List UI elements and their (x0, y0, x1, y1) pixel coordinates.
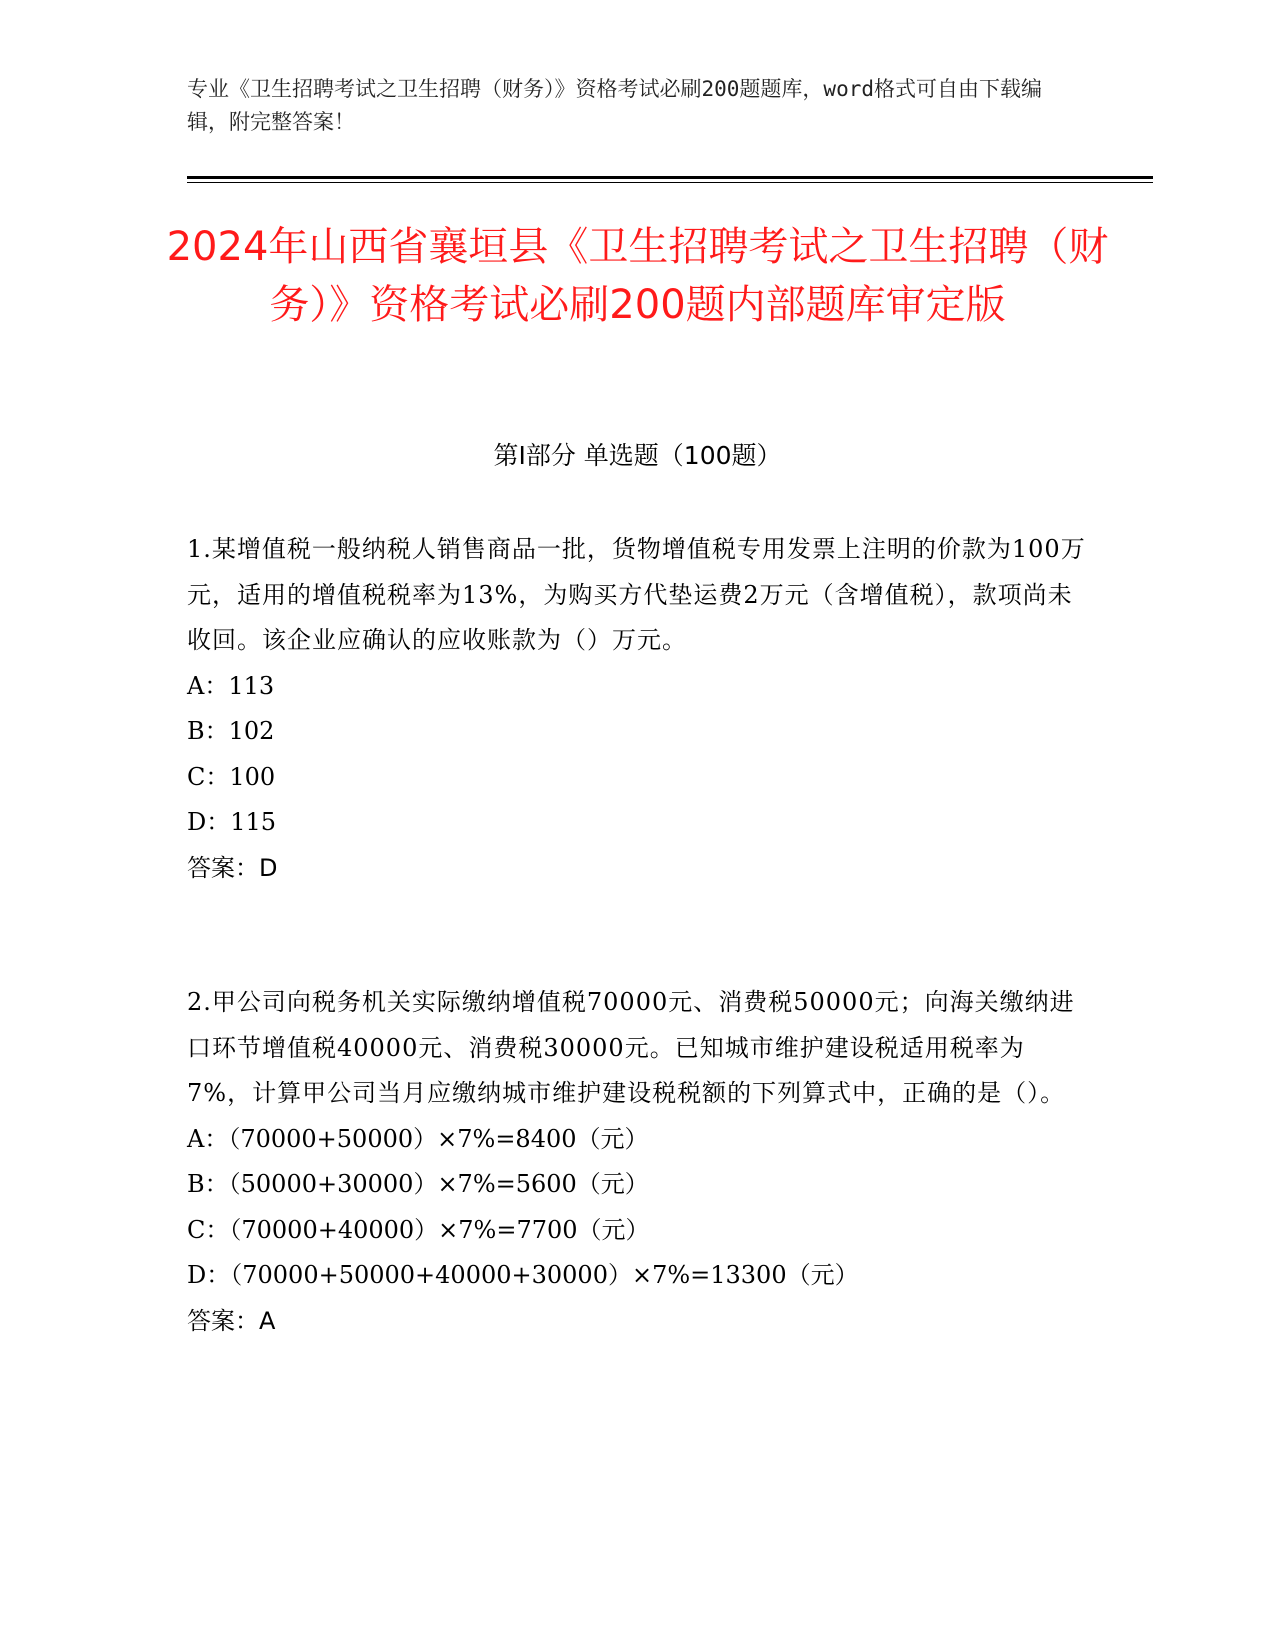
answer-line: 答案：A (187, 1306, 276, 1335)
header-divider (187, 176, 1153, 179)
answer-line: 答案：D (187, 853, 278, 882)
option-a: A：（70000+50000）×7%=8400（元） (187, 1124, 649, 1153)
option-a: A：113 (187, 671, 275, 700)
option-c: C：100 (187, 762, 276, 791)
section-heading: 第Ⅰ部分 单选题（100题） (493, 441, 782, 470)
option-b: B：（50000+30000）×7%=5600（元） (187, 1170, 649, 1198)
header-note: 专业《卫生招聘考试之卫生招聘（财务）》资格考试必刷200题题库，word格式可自由下载编辑，附完整答案！ (187, 77, 1042, 134)
question-1 (187, 527, 1087, 891)
question-stem: 2.甲公司向税务机关实际缴纳增值税70000元、消费税50000元；向海关缴纳进口环节增值税40000元、消费税30000元。已知城市维护建设税适用税率为7%，计算甲公司当月应缴纳城市维护建设税税额的下列算式中，正确的是（）。 (187, 988, 1075, 1107)
option-d: D：（70000+50000+40000+30000）×7%=13300（元） (187, 1261, 859, 1289)
question-2 (187, 980, 1087, 1344)
option-b: B：102 (187, 717, 275, 745)
document-title: 2024年山西省襄垣县《卫生招聘考试之卫生招聘（财务）》资格考试必刷200题内部题库审定版 (166, 224, 1109, 328)
header-divider-thin (187, 182, 1153, 183)
option-d: D：115 (187, 808, 277, 836)
option-c: C：（70000+40000）×7%=7700（元） (187, 1215, 650, 1244)
question-stem: 1.某增值税一般纳税人销售商品一批，货物增值税专用发票上注明的价款为100万元，适用的增值税税率为13%，为购买方代垫运费2万元（含增值税），款项尚未收回。该企业应确认的应收账款为（）万元。 (187, 535, 1086, 654)
